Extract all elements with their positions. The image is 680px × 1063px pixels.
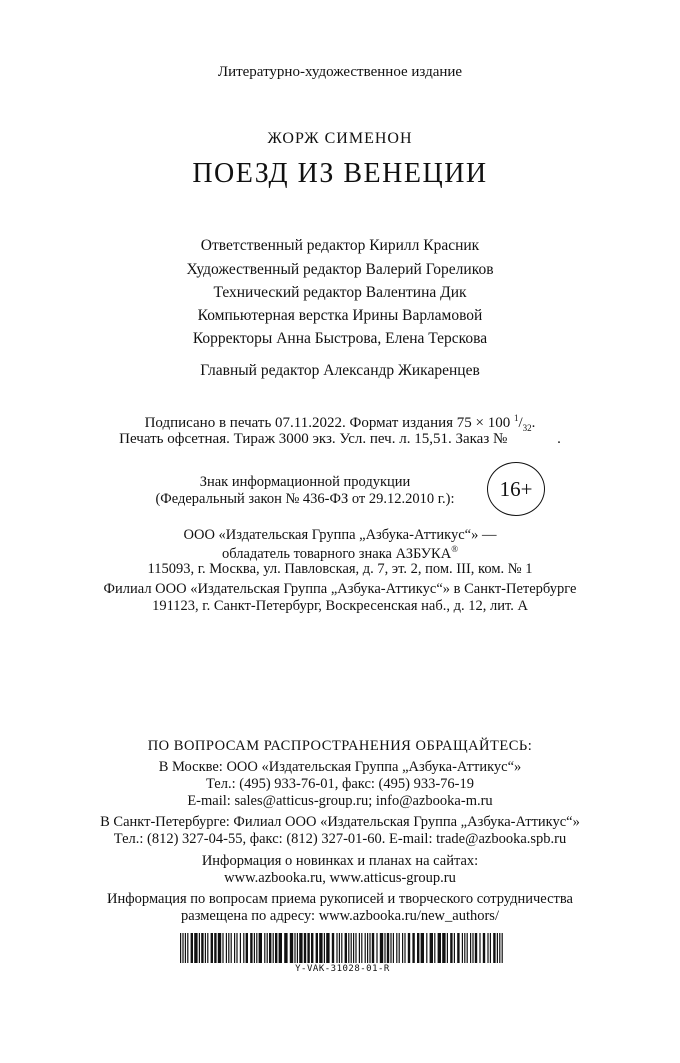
format-fraction-numerator: 1 (513, 413, 519, 423)
barcode-bar (259, 933, 262, 963)
chief-editor: Главный редактор Александр Жикаренцев (200, 362, 480, 379)
barcode-bar (390, 933, 391, 963)
barcode-bar (324, 933, 325, 963)
barcode-bar (297, 933, 298, 963)
barcode-bar (201, 933, 203, 963)
barcode-bar (487, 933, 488, 963)
barcode-bar (367, 933, 368, 963)
barcode-bar (376, 933, 377, 963)
credit-line: Корректоры Анна Быстрова, Елена Терскова (192, 330, 488, 347)
barcode-bar (372, 933, 374, 963)
barcode-bar (332, 933, 334, 963)
print-info-text: Печать офсетная. Тираж 3000 экз. Усл. печ. л. 15,51. Заказ № (119, 431, 508, 447)
barcode-image (180, 933, 505, 963)
sites-urls: www.azbooka.ru, www.atticus-group.ru (224, 870, 456, 886)
print-info-end: . (531, 415, 536, 431)
barcode-bar (402, 933, 403, 963)
barcode-bar (182, 933, 183, 963)
barcode-bar (236, 933, 237, 963)
barcode-bar (256, 933, 257, 963)
branch-line: Филиал ООО «Издательская Группа „Азбука-Аттикус“» в Санкт-Петербурге (103, 581, 577, 597)
barcode-bar (311, 933, 313, 963)
barcode-bar (341, 933, 342, 963)
credit-line: Ответственный редактор Кирилл Красник (200, 237, 480, 254)
barcode-bar (275, 933, 277, 963)
barcode-bar (355, 933, 356, 963)
barcode-bar (434, 933, 435, 963)
barcode-bar (497, 933, 498, 963)
publisher-line: ООО «Издательская Группа „Азбука-Аттикус“» — (183, 527, 497, 543)
barcode-bar (490, 933, 491, 963)
edition-type: Литературно-художественное издание (217, 64, 463, 80)
barcode-bar (316, 933, 318, 963)
barcode-bar (502, 933, 503, 963)
barcode-bar (404, 933, 405, 963)
barcode-bar (470, 933, 471, 963)
distribution-moscow-phone: Тел.: (495) 933-76-01, факс: (495) 933-76-19 (206, 776, 474, 792)
publisher-trademark: обладатель товарного знака АЗБУКА (221, 545, 452, 562)
distribution-spb: В Санкт-Петербурге: Филиал ООО «Издательская Группа „Азбука-Аттикус“» (100, 814, 580, 830)
distribution-spb-phone: Тел.: (812) 327-04-55, факс: (812) 327-01-60. E-mail: trade@azbooka.spb.ru (113, 831, 567, 847)
barcode-bar (417, 933, 419, 963)
barcode-bar (250, 933, 252, 963)
distribution-heading: ПО ВОПРОСАМ РАСПРОСТРАНЕНИЯ ОБРАЩАЙТЕСЬ: (147, 738, 533, 754)
barcode-bar (467, 933, 468, 963)
barcode-bar (426, 933, 427, 963)
barcode-bar (246, 933, 248, 963)
barcode-bar (205, 933, 206, 963)
credit-line: Компьютерная верстка Ирины Варламовой (197, 307, 483, 324)
barcode-bar (218, 933, 221, 963)
barcode-bar (412, 933, 414, 963)
barcode-bar (361, 933, 362, 963)
format-fraction-denominator: 32 (522, 423, 532, 433)
barcode-bar (351, 933, 352, 963)
barcode-bar (479, 933, 480, 963)
barcode-bar (483, 933, 485, 963)
barcode-bar (365, 933, 366, 963)
barcode-bar (299, 933, 302, 963)
barcode-bar (284, 933, 287, 963)
barcode-bar (450, 933, 452, 963)
barcode-bar (454, 933, 455, 963)
barcode-bar (499, 933, 500, 963)
barcode-bar (211, 933, 213, 963)
distribution-moscow-email: E-mail: sales@atticus-group.ru; info@azbooka-m.ru (187, 793, 493, 809)
barcode-bar (464, 933, 465, 963)
barcode-bar (442, 933, 445, 963)
barcode-bar (207, 933, 208, 963)
info-sign-label: Знак информационной продукции (199, 474, 411, 490)
barcode-bar (290, 933, 293, 963)
barcode-bar (231, 933, 232, 963)
barcode-bar (240, 933, 241, 963)
print-info-line-2 (0, 431, 680, 448)
barcode-bar (304, 933, 306, 963)
sites-info: Информация о новинках и планах на сайтах: (201, 853, 479, 869)
publisher-line (0, 544, 680, 563)
credit-line: Художественный редактор Валерий Гореликов (186, 261, 494, 278)
barcode-bar (387, 933, 389, 963)
age-rating-text: 16+ (499, 476, 533, 501)
print-info-end: . (557, 431, 561, 447)
print-info-text: Подписано в печать 07.11.2022. Формат издания 75 × 100 (144, 415, 511, 431)
barcode-bar (319, 933, 322, 963)
barcode-bar (228, 933, 229, 963)
distribution-moscow: В Москве: ООО «Издательская Группа „Азбука-Аттикус“» (158, 759, 522, 775)
barcode-bar (475, 933, 477, 963)
barcode-bar (408, 933, 410, 963)
book-title: ПОЕЗД ИЗ ВЕНЕЦИИ (192, 158, 488, 189)
barcode-bar (396, 933, 397, 963)
barcode-bar (307, 933, 309, 963)
publisher-address: 115093, г. Москва, ул. Павловская, д. 7, эт. 2, пом. III, ком. № 1 (147, 561, 533, 577)
barcode-bar (438, 933, 441, 963)
barcode-bar (326, 933, 329, 963)
barcode-bar (243, 933, 244, 963)
barcode-bar (199, 933, 200, 963)
age-rating-badge (487, 462, 545, 516)
barcode-bar (353, 933, 354, 963)
barcode-bar (269, 933, 271, 963)
barcode-bar (214, 933, 216, 963)
barcode-bar (187, 933, 188, 963)
barcode-bar (234, 933, 235, 963)
barcode-bar (399, 933, 400, 963)
barcode-bar (393, 933, 394, 963)
manuscripts-info: Информация по вопросам приема рукописей и творческого сотрудничества (107, 891, 573, 907)
barcode-bar (384, 933, 385, 963)
barcode-bar (226, 933, 227, 963)
author-name: ЖОРЖ СИМЕНОН (267, 130, 413, 147)
info-sign-law: (Федеральный закон № 436-ФЗ от 29.12.2010 г.): (155, 491, 455, 507)
barcode-bar (359, 933, 360, 963)
barcode-bar (279, 933, 282, 963)
barcode-bar (421, 933, 424, 963)
barcode-bar (336, 933, 337, 963)
barcode-bar (294, 933, 295, 963)
barcode-bar (339, 933, 340, 963)
barcode-bar (348, 933, 349, 963)
barcode-bar (345, 933, 347, 963)
barcode-bar (369, 933, 370, 963)
barcode-bar (380, 933, 383, 963)
barcode-bar (447, 933, 448, 963)
barcode-bar (462, 933, 463, 963)
barcode-bar (254, 933, 255, 963)
barcode-bar (264, 933, 265, 963)
barcode-bar (273, 933, 274, 963)
barcode-bar (472, 933, 473, 963)
barcode-bar (457, 933, 459, 963)
credit-line: Технический редактор Валентина Дик (213, 284, 467, 301)
manuscripts-url: размещена по адресу: www.azbooka.ru/new_authors/ (181, 908, 499, 924)
branch-address: 191123, г. Санкт-Петербург, Воскресенская наб., д. 12, лит. А (152, 598, 528, 614)
barcode-bar (191, 933, 193, 963)
registered-mark: ® (451, 544, 459, 554)
print-info-line-1: Подписано в печать 07.11.2022. Формат издания 75 × 100 $^1/_{32}$. (144, 413, 536, 433)
barcode-bar (222, 933, 223, 963)
barcode-bar (185, 933, 186, 963)
barcode-label: Y-VAK-31028-01-R (295, 964, 390, 974)
barcode-bar (430, 933, 433, 963)
barcode-bar (194, 933, 197, 963)
barcode-bar (493, 933, 495, 963)
barcode-bar (180, 933, 181, 963)
barcode-bar (267, 933, 268, 963)
